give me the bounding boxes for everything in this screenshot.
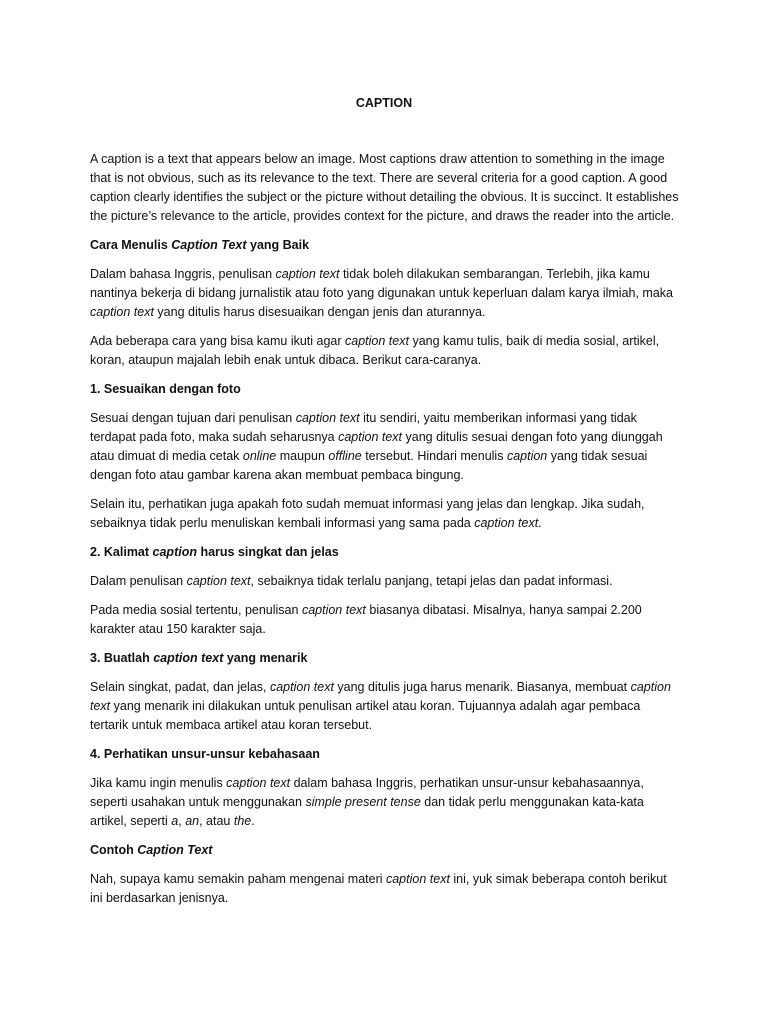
- heading-2: 2. Kalimat caption harus singkat dan jelas: [90, 545, 339, 559]
- paragraph-6: Pada media sosial tertentu, penulisan caption text biasanya dibatasi. Misalnya, hanya sampai 2.200 karakter atau 150 karakter saja.: [90, 603, 642, 636]
- paragraph-2: Ada beberapa cara yang bisa kamu ikuti agar caption text yang kamu tulis, baik di media sosial, artikel, koran, ataupun majalah lebih enak untuk dibaca. Berikut cara-caranya.: [90, 334, 660, 367]
- heading-4: 4. Perhatikan unsur-unsur kebahasaan: [90, 747, 320, 761]
- document-body: [90, 150, 680, 918]
- paragraph-5: Dalam penulisan caption text, sebaiknya tidak terlalu panjang, tetapi jelas dan padat informasi.: [90, 574, 613, 588]
- paragraph-3: Sesuai dengan tujuan dari penulisan caption text itu sendiri, yaitu memberikan informasi yang tidak terdapat pada foto, maka sudah seharusnya caption text yang ditulis sesuai dengan foto yang diunggah atau dimuat di media cetak online maupun offline tersebut. Hindari menulis caption yang tidak sesuai dengan foto atau gambar karena akan membuat pembaca bingung.: [90, 411, 663, 482]
- paragraph-1: Dalam bahasa Inggris, penulisan caption text tidak boleh dilakukan sembarangan. Terlebih, jika kamu nantinya bekerja di bidang jurnalistik atau foto yang digunakan untuk keperluan dalam karya ilmiah, maka caption text yang ditulis harus disesuaikan dengan jenis dan aturannya.: [90, 267, 673, 319]
- page-title: CAPTION: [355, 96, 413, 110]
- paragraph-9: Nah, supaya kamu semakin paham mengenai materi caption text ini, yuk simak beberapa contoh berikut ini berdasarkan jenisnya.: [90, 872, 667, 905]
- paragraph-7: Selain singkat, padat, dan jelas, caption text yang ditulis juga harus menarik. Biasanya, membuat caption text yang menarik ini dilakukan untuk penulisan artikel atau koran. Tujuannya adalah agar pembaca tertarik untuk membaca artikel atau koran tersebut.: [90, 680, 671, 732]
- heading-contoh: Contoh Caption Text: [90, 843, 213, 857]
- heading-3: 3. Buatlah caption text yang menarik: [90, 651, 308, 665]
- heading-cara-menulis: Cara Menulis Caption Text yang Baik: [90, 238, 310, 252]
- paragraph-4: Selain itu, perhatikan juga apakah foto sudah memuat informasi yang jelas dan lengkap. Jika sudah, sebaiknya tidak perlu menuliskan kembali informasi yang sama pada caption text.: [90, 497, 645, 530]
- paragraph-8: Jika kamu ingin menulis caption text dalam bahasa Inggris, perhatikan unsur-unsur kebahasaannya, seperti usahakan untuk menggunakan simple present tense dan tidak perlu menggunakan kata-kata artikel, seperti a, an, atau the.: [90, 776, 644, 828]
- heading-1: 1. Sesuaikan dengan foto: [90, 382, 241, 396]
- intro-paragraph: A caption is a text that appears below an image. Most captions draw attention to something in the image that is not obvious, such as its relevance to the text. There are several criteria for a good caption. A good caption clearly identifies the subject or the picture without detailing the obvious. It is succinct. It establishes the picture’s relevance to the article, provides context for the picture, and draws the reader into the article.: [90, 152, 679, 223]
